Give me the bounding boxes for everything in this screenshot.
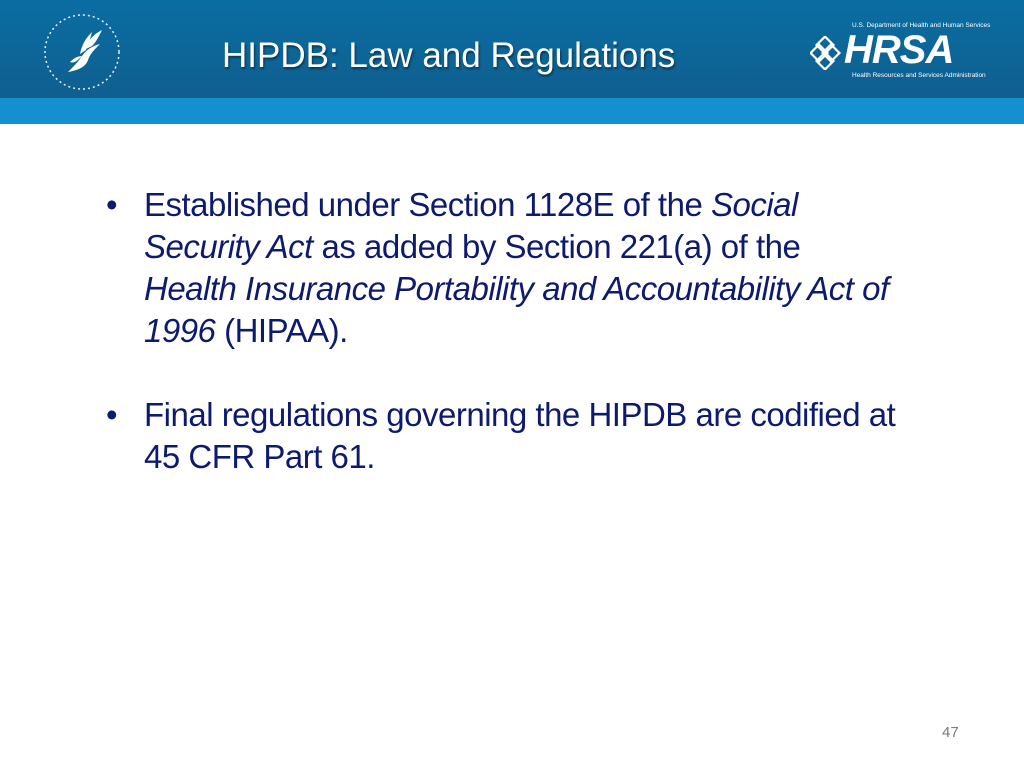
bullet-list [106,184,896,478]
bullet-item [106,184,896,352]
header-stripe [0,98,1024,124]
bullet-text-segment: as added by Section 221(a) of the [312,228,801,265]
bullet-text-segment: Final regulations governing the HIPDB are codified at 45 CFR Part 61. [144,396,896,475]
bullet-text-segment: (HIPAA). [215,312,348,349]
hrsa-subtitle: Health Resources and Services Administration [852,72,986,79]
bullet-text-segment: Established under Section 1128E of the [144,186,711,223]
page-number: 47 [942,724,959,741]
bullet-item [106,394,896,478]
slide-title: HIPDB: Law and Regulations [222,36,676,75]
bullet-marker: • [106,396,118,433]
hrsa-wordmark: HRSA [844,28,954,72]
hrsa-department-line: U.S. Department of Health and Human Services [852,22,991,29]
hhs-eagle-seal-icon [40,10,124,94]
bullet-text-italic-segment: Social Security Act [144,186,798,265]
bullet-text-italic-segment: Health Insurance Portability and Accountability Act of 1996 [144,270,889,349]
bullet-marker: • [106,186,118,223]
hrsa-logo [810,22,991,86]
hrsa-diamond-knot-icon [810,36,844,70]
